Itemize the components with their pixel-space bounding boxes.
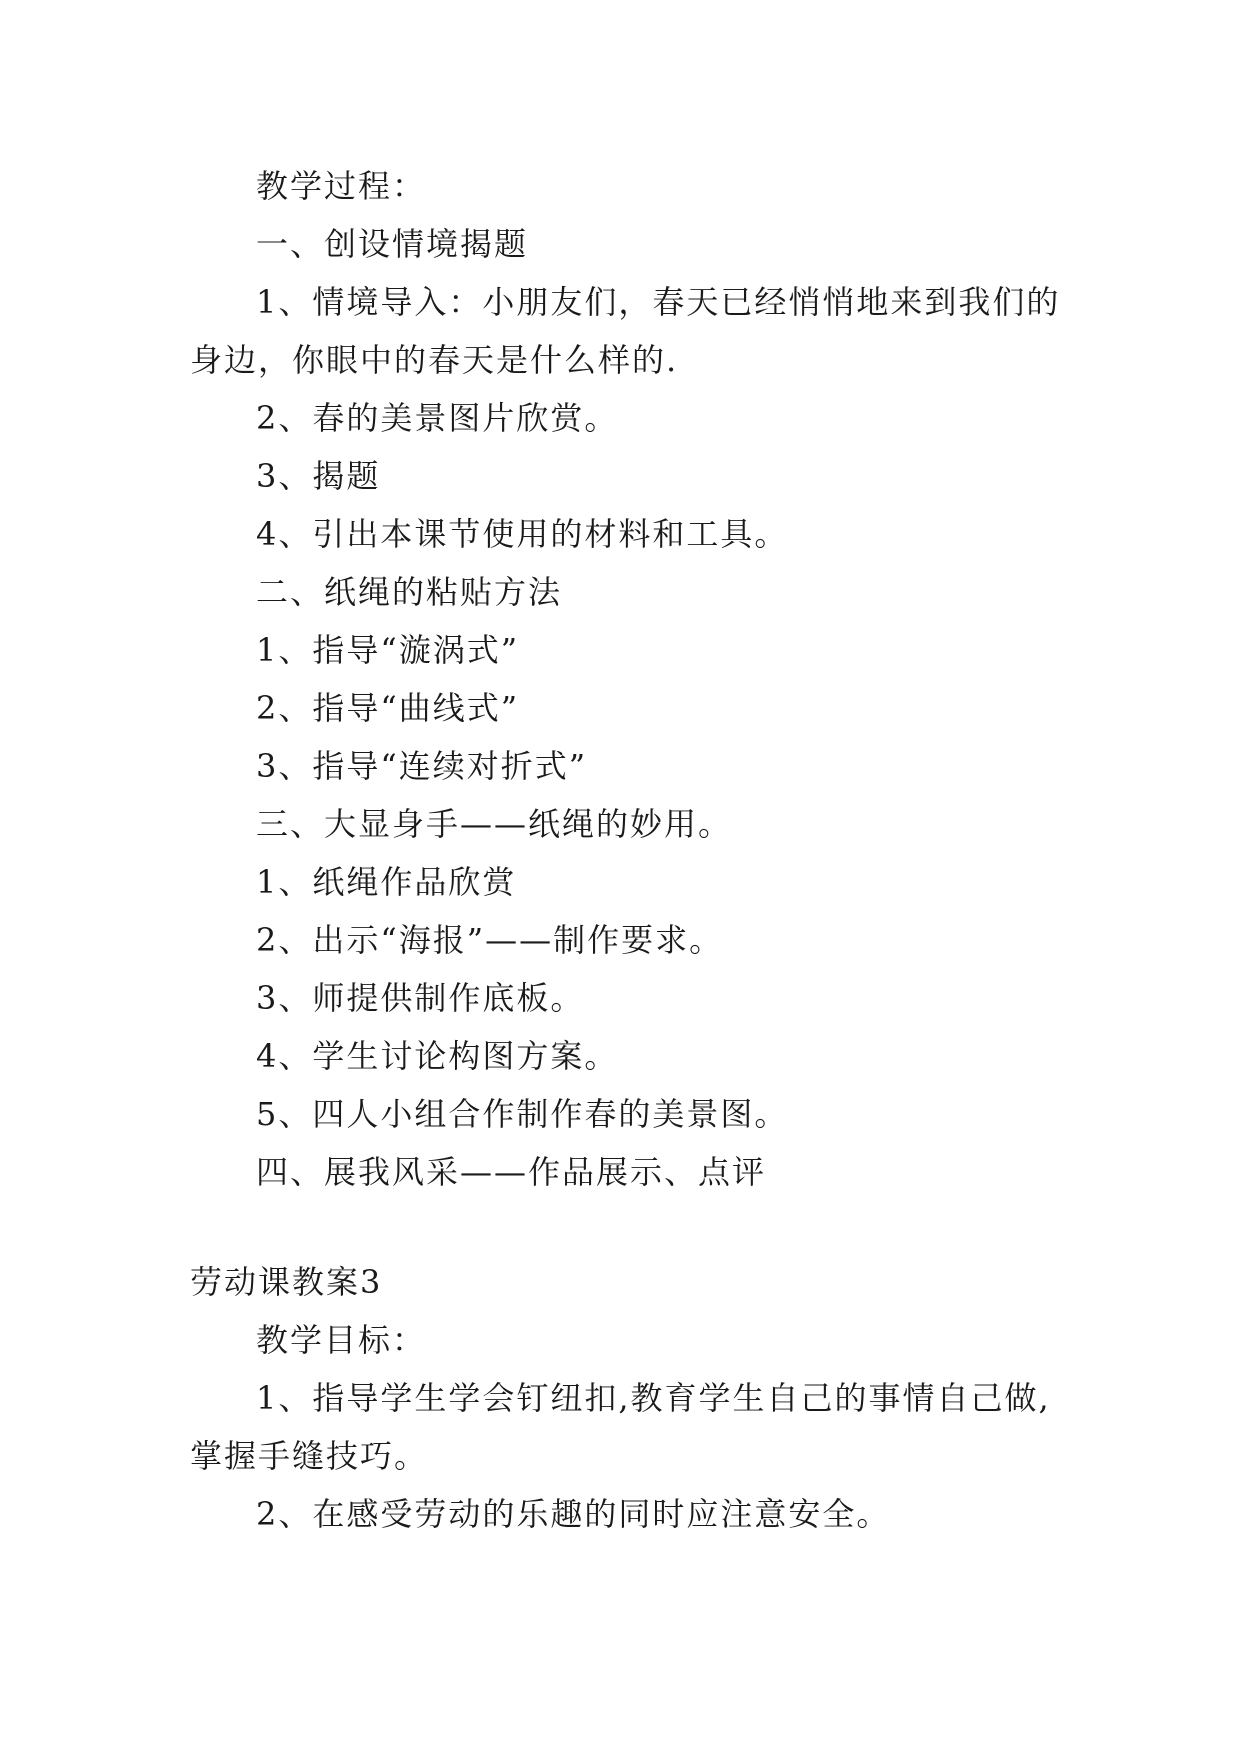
paragraph-line: 4、引出本课节使用的材料和工具。	[256, 515, 789, 553]
subheading-part-one: 一、创设情境揭题	[256, 225, 529, 263]
subheading-part-two: 二、纸绳的粘贴方法	[256, 573, 563, 611]
paragraph-line: 掌握手缝技巧。	[190, 1437, 429, 1475]
paragraph-line: 3、揭题	[256, 457, 381, 495]
paragraph-line: 2、春的美景图片欣赏。	[256, 399, 619, 437]
paragraph-line: 1、指导学生学会钉纽扣,教育学生自己的事情自己做,	[256, 1379, 1051, 1417]
paragraph-line: 3、指导“连续对折式”	[256, 747, 588, 785]
paragraph-line: 2、指导“曲线式”	[256, 689, 520, 727]
section-heading-teaching-goals: 教学目标：	[256, 1321, 427, 1359]
subheading-part-four: 四、展我风采——作品展示、点评	[256, 1153, 767, 1191]
paragraph-line: 1、情境导入：小朋友们，春天已经悄悄地来到我们的	[256, 283, 1061, 321]
lesson-plan-title: 劳动课教案3	[190, 1263, 383, 1301]
paragraph-line: 5、四人小组合作制作春的美景图。	[256, 1095, 789, 1133]
section-heading-teaching-process: 教学过程：	[256, 167, 427, 205]
subheading-part-three: 三、大显身手——纸绳的妙用。	[256, 805, 733, 843]
paragraph-line: 1、指导“漩涡式”	[256, 631, 520, 669]
paragraph-line: 1、纸绳作品欣赏	[256, 863, 517, 901]
paragraph-line: 3、师提供制作底板。	[256, 979, 585, 1017]
paragraph-line: 身边，你眼中的春天是什么样的.	[190, 341, 679, 379]
paragraph-line: 2、在感受劳动的乐趣的同时应注意安全。	[256, 1495, 891, 1533]
paragraph-line: 2、出示“海报”——制作要求。	[256, 921, 724, 959]
paragraph-line: 4、学生讨论构图方案。	[256, 1037, 619, 1075]
